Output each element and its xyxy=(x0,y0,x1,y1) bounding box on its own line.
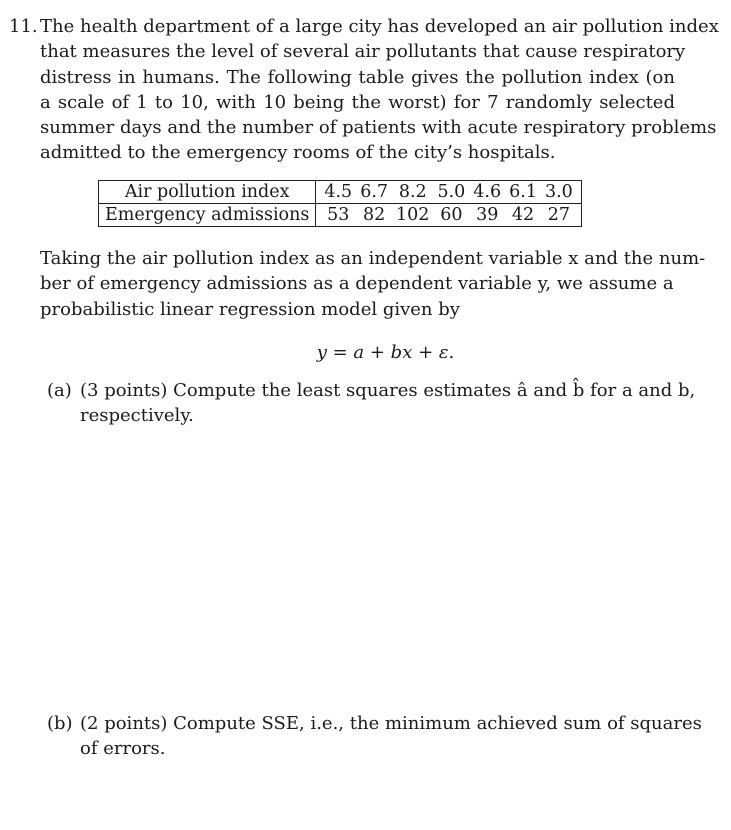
problem-number: 11. xyxy=(9,16,38,37)
part-b-line: (2 points) Compute SSE, i.e., the minimum achieved sum of squares xyxy=(80,713,702,734)
part-a-body xyxy=(80,378,696,429)
model-line: ber of emergency admissions as a dependent variable y, we assume a xyxy=(40,273,674,295)
intro-line: a scale of 1 to 10, with 10 being the worst) for 7 randomly selected xyxy=(40,91,675,113)
part-b-label: (b) xyxy=(47,713,73,734)
intro-line: distress in humans. The following table gives the pollution index (on xyxy=(40,66,675,88)
table-cell: 8.2 xyxy=(392,181,433,204)
part-b-body xyxy=(80,711,702,762)
table-row-admissions xyxy=(99,204,582,227)
table-cell: 5.0 xyxy=(433,181,469,204)
table-cell: 4.5 xyxy=(316,181,356,204)
table-row-pollution xyxy=(99,181,582,204)
table-cell: 82 xyxy=(362,205,386,225)
table-cell: 39 xyxy=(476,205,499,225)
intro-line: admitted to the emergency rooms of the city’s hospitals. xyxy=(40,142,556,164)
table-cell: 27 xyxy=(547,205,571,225)
model-line: probabilistic linear regression model given by xyxy=(40,298,460,320)
problem-11 xyxy=(9,14,719,166)
table-cell: 102 xyxy=(396,205,430,225)
row-header: Emergency admissions xyxy=(99,204,316,227)
table-cell: 53 xyxy=(327,205,350,225)
data-table-wrapper xyxy=(98,180,582,227)
table-cell: 42 xyxy=(511,205,535,225)
intro-line: that measures the level of several air pollutants that cause respiratory xyxy=(40,41,686,63)
row-header: Air pollution index xyxy=(99,181,316,204)
part-a-label: (a) xyxy=(47,380,72,401)
regression-equation: y = a + bx + ε. xyxy=(316,342,455,363)
part-a-line: (3 points) Compute the least squares estimates â and b̂ for a and b, xyxy=(80,380,696,401)
part-a-line: respectively. xyxy=(80,405,194,427)
part-a xyxy=(47,378,696,429)
part-b xyxy=(47,711,702,762)
table-cell: 60 xyxy=(440,205,463,225)
intro-line: The health department of a large city has developed an air pollution index xyxy=(40,16,719,37)
model-description xyxy=(40,246,706,322)
table-cell: 6.1 xyxy=(505,181,541,204)
data-table xyxy=(98,180,582,227)
part-b-line: of errors. xyxy=(80,738,166,760)
table-cell: 4.6 xyxy=(469,181,505,204)
problem-intro xyxy=(40,14,719,166)
model-line: Taking the air pollution index as an independent variable x and the num- xyxy=(40,248,706,269)
table-cell: 3.0 xyxy=(541,181,581,204)
table-cell: 6.7 xyxy=(356,181,392,204)
intro-line: summer days and the number of patients with acute respiratory problems xyxy=(40,117,717,139)
